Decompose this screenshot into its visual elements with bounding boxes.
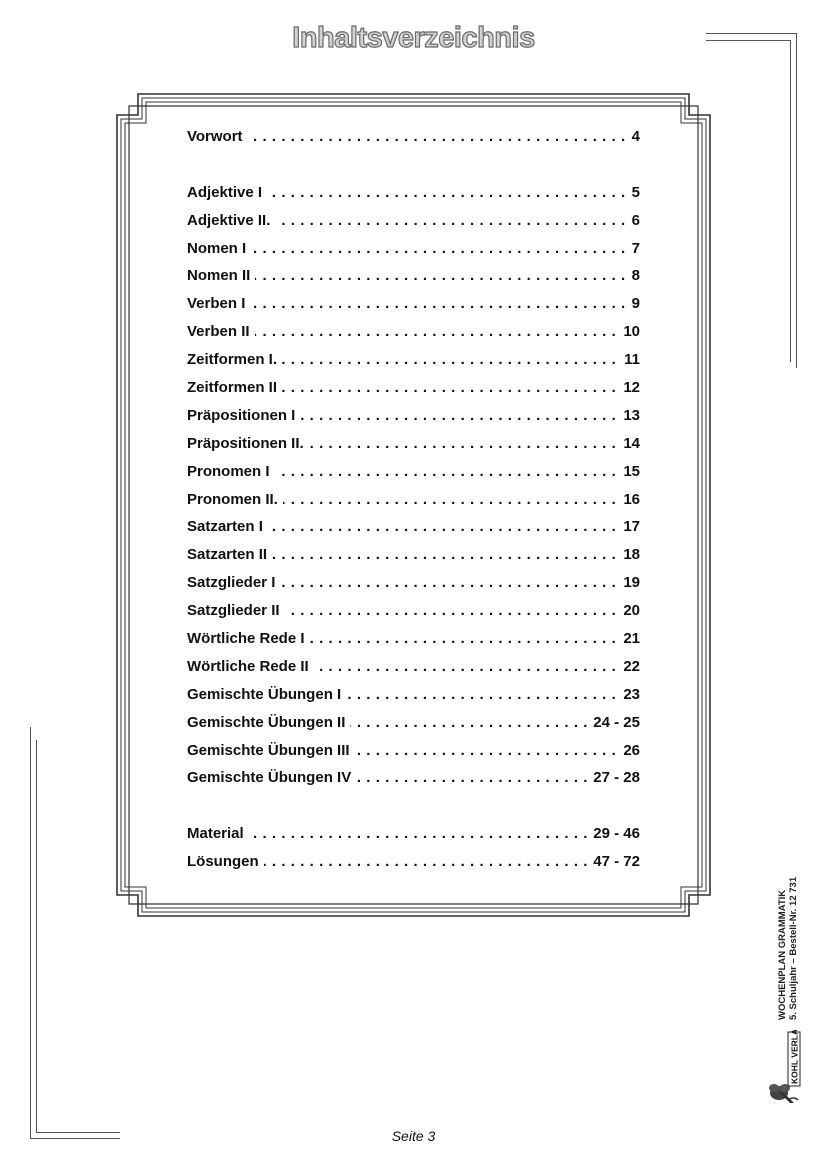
toc-entry[interactable] [187, 766, 640, 794]
toc-entry-page: 14 [620, 432, 640, 456]
toc-entry-label: Lösungen [187, 853, 264, 870]
toc-entry[interactable] [187, 460, 640, 488]
toc-entry[interactable] [187, 209, 640, 237]
toc-entry[interactable] [187, 822, 640, 850]
toc-entry-label: Material [187, 825, 249, 842]
toc-entry-page: 12 [620, 376, 640, 400]
toc-entry-label: Wörtliche Rede II [187, 658, 314, 675]
toc-entry[interactable] [187, 348, 640, 376]
toc-entry-label: Adjektive I [187, 184, 267, 201]
tree-logo-icon [764, 1030, 808, 1105]
toc-entry[interactable] [187, 376, 640, 404]
toc-entry-page: 20 [620, 599, 640, 623]
toc-entry-label: Nomen I [187, 240, 251, 257]
toc-entry[interactable] [187, 237, 640, 265]
toc-entry-page: 29 - 46 [590, 822, 640, 846]
toc-entry-label: Präpositionen II. [187, 435, 309, 452]
toc-entry-label: Satzglieder I [187, 574, 280, 591]
toc-entry-label: Verben II [187, 323, 255, 340]
toc-entry[interactable] [187, 292, 640, 320]
page-title: Inhaltsverzeichnis [292, 22, 535, 54]
toc-entry[interactable] [187, 627, 640, 655]
toc-entry-page: 27 - 28 [590, 766, 640, 790]
toc-entry-page: 16 [620, 488, 640, 512]
side-info [777, 877, 799, 1020]
page-number: Seite 3 [391, 1128, 436, 1144]
toc-entry[interactable] [187, 850, 640, 878]
toc-entry-page: 9 [629, 292, 640, 316]
toc-entry-label: Satzarten I [187, 518, 268, 535]
toc-entry-label: Vorwort [187, 128, 248, 145]
toc-entry-page: 19 [620, 571, 640, 595]
toc-entry[interactable] [187, 543, 640, 571]
toc-entry-page: 18 [620, 543, 640, 567]
toc-entry-page: 11 [621, 348, 640, 372]
toc-entry[interactable] [187, 515, 640, 543]
toc-entry[interactable] [187, 125, 640, 153]
publisher-logo [764, 1030, 808, 1105]
toc-entry-label: Nomen II [187, 267, 255, 284]
side-info-line-1: WOCHENPLAN GRAMMATIK [777, 889, 788, 1020]
toc-entry[interactable] [187, 739, 640, 767]
toc-entry-page: 15 [620, 460, 640, 484]
toc-entry-page: 13 [620, 404, 640, 428]
toc-entry-page: 8 [629, 264, 640, 288]
toc-entry-label: Gemischte Übungen II [187, 714, 350, 731]
toc-entry-page: 21 [620, 627, 640, 651]
bottom-left-corner-line-v2 [36, 740, 37, 1133]
toc-entry-label: Adjektive II. [187, 212, 275, 229]
top-right-corner-line-v2 [790, 40, 791, 362]
toc-entry[interactable] [187, 711, 640, 739]
toc-entry-page: 22 [620, 655, 640, 679]
toc-entry-page: 47 - 72 [590, 850, 640, 874]
toc-entry-label: Gemischte Übungen I [187, 686, 346, 703]
toc-entry-label: Pronomen II. [187, 491, 283, 508]
toc-entry[interactable] [187, 264, 640, 292]
toc-entry-page: 23 [620, 683, 640, 707]
toc-entry[interactable] [187, 432, 640, 460]
toc-entry-page: 7 [629, 237, 640, 261]
toc-entry-label: Verben I [187, 295, 250, 312]
toc-entry-page: 10 [620, 320, 640, 344]
toc-entry-page: 5 [629, 181, 640, 205]
toc-entry-page: 4 [629, 125, 640, 149]
toc-entry-page: 17 [620, 515, 640, 539]
table-of-contents [187, 125, 640, 878]
publisher-logo-text: KOHL VERLAG [789, 1030, 800, 1084]
toc-entry[interactable] [187, 488, 640, 516]
toc-entry-label: Pronomen I [187, 463, 275, 480]
toc-entry[interactable] [187, 599, 640, 627]
toc-entry-label: Zeitformen II [187, 379, 282, 396]
toc-entry-label: Satzarten II [187, 546, 272, 563]
toc-entry-page: 26 [620, 739, 640, 763]
top-right-corner-line-v1 [796, 33, 797, 368]
toc-entry[interactable] [187, 320, 640, 348]
top-right-corner-line-h2 [706, 40, 790, 41]
toc-entry-page: 24 - 25 [590, 711, 640, 735]
side-info-line-2: 5. Schuljahr – Bestell-Nr. 12 731 [788, 876, 799, 1020]
toc-entry-label: Präpositionen I [187, 407, 300, 424]
bottom-left-corner-line-v1 [30, 727, 31, 1139]
toc-entry[interactable] [187, 404, 640, 432]
toc-entry-label: Gemischte Übungen III [187, 742, 355, 759]
toc-entry[interactable] [187, 571, 640, 599]
toc-entry-label: Wörtliche Rede I [187, 630, 310, 647]
toc-entry[interactable] [187, 683, 640, 711]
toc-entry[interactable] [187, 655, 640, 683]
toc-entry[interactable] [187, 181, 640, 209]
top-right-corner-line-h1 [706, 33, 796, 34]
toc-entry-label: Zeitformen I. [187, 351, 282, 368]
toc-entry-label: Gemischte Übungen IV [187, 769, 356, 786]
toc-entry-page: 6 [629, 209, 640, 233]
toc-entry-label: Satzglieder II [187, 602, 285, 619]
